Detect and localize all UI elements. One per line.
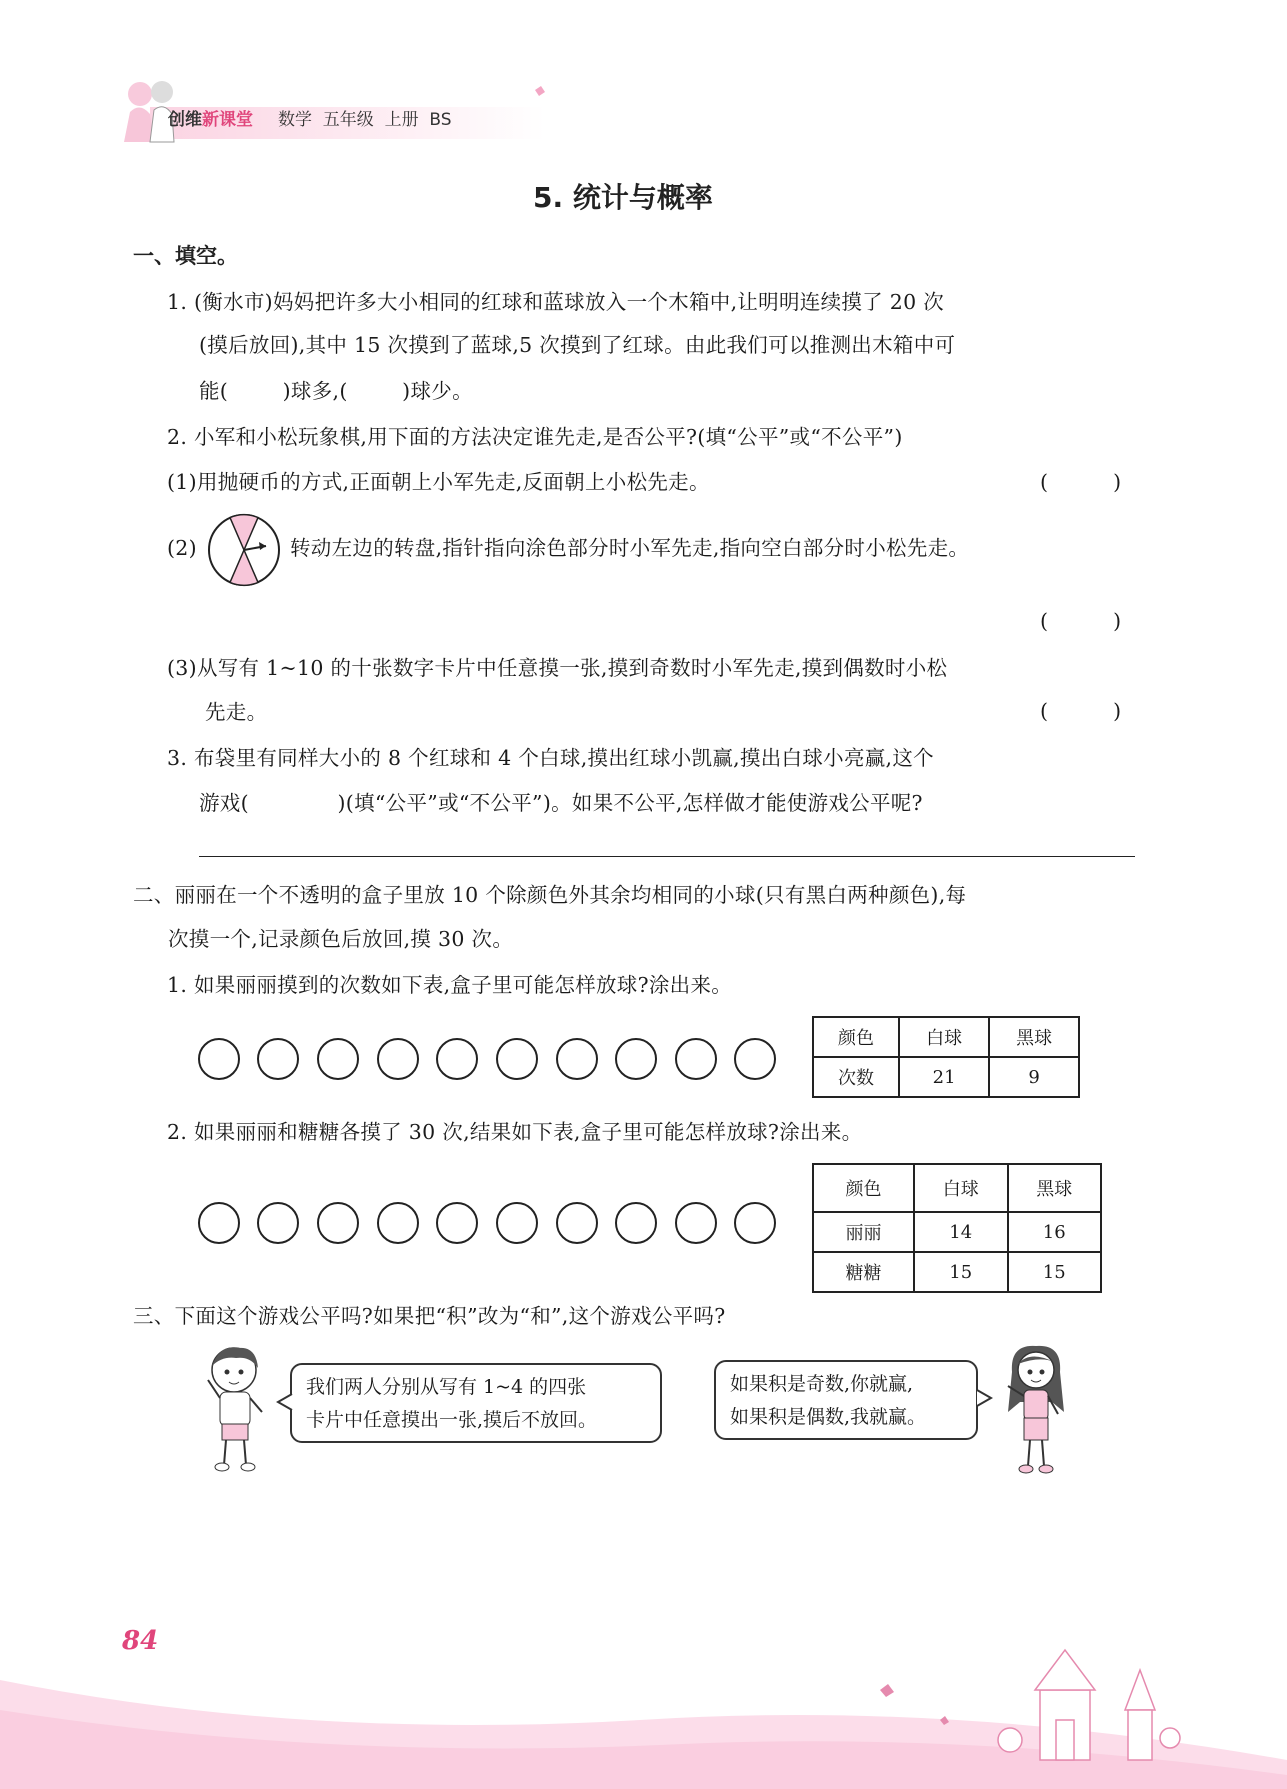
q3-line2: 游戏( )(填“公平”或“不公平”)。如果不公平,怎样做才能使游戏公平呢? (199, 791, 923, 815)
ball-circle[interactable] (496, 1202, 538, 1244)
footer-wave (0, 1610, 1287, 1789)
brand-part1: 创维 (168, 110, 202, 130)
ball-circle[interactable] (436, 1038, 478, 1080)
section2-line2: 次摸一个,记录颜色后放回,摸 30 次。 (168, 927, 514, 951)
ball-circle[interactable] (317, 1202, 359, 1244)
ball-circle[interactable] (615, 1038, 657, 1080)
table-row (813, 1057, 1079, 1097)
page-number: 84 (122, 1626, 159, 1656)
table-cell: 颜色 (813, 1164, 914, 1212)
ball-circle[interactable] (436, 1202, 478, 1244)
ball-circle[interactable] (675, 1038, 717, 1080)
table-cell: 15 (914, 1252, 1007, 1292)
bubble-right-line2: 如果积是偶数,我就赢。 (730, 1406, 927, 1428)
q1-line1: 1. (衡水市)妈妈把许多大小相同的红球和蓝球放入一个木箱中,让明明连续摸了 20 次 (167, 290, 945, 314)
table-row (813, 1017, 1079, 1057)
table-cell: 白球 (914, 1164, 1007, 1212)
table-cell: 颜色 (813, 1017, 899, 1057)
book-info: 数学 五年级 上册 BS (278, 110, 452, 130)
q2-intro: 2. 小军和小松玩象棋,用下面的方法决定谁先走,是否公平?(填“公平”或“不公平”) (167, 425, 903, 449)
table-2 (812, 1163, 1102, 1293)
bubble-left-line1: 我们两人分别从写有 1~4 的四张 (306, 1376, 587, 1398)
bubble-right-line1: 如果积是奇数,你就赢, (730, 1373, 914, 1395)
bubble-right-tail (975, 1388, 993, 1408)
ball-circle[interactable] (615, 1202, 657, 1244)
table-cell: 次数 (813, 1057, 899, 1097)
section1-heading: 一、填空。 (133, 244, 238, 268)
q2-sub3-line2: 先走。 (205, 700, 268, 724)
brand-logo (168, 105, 253, 130)
header (110, 72, 550, 152)
table-cell: 丽丽 (813, 1212, 914, 1252)
q3-line1: 3. 布袋里有同样大小的 8 个红球和 4 个白球,摸出红球小凯赢,摸出白球小亮赢,这个 (167, 746, 934, 770)
q1-line2: (摸后放回),其中 15 次摸到了蓝球,5 次摸到了红球。由此我们可以推测出木箱中可 (199, 333, 956, 357)
ball-circle[interactable] (198, 1038, 240, 1080)
answer-paren-1[interactable]: ( ) (1040, 470, 1122, 494)
ball-circle[interactable] (317, 1038, 359, 1080)
q2-sub3-line1: (3)从写有 1~10 的十张数字卡片中任意摸一张,摸到奇数时小军先走,摸到偶数时小松 (167, 656, 948, 680)
spinner-icon (206, 512, 282, 588)
ball-circle[interactable] (377, 1038, 419, 1080)
ball-circle[interactable] (675, 1202, 717, 1244)
page-title: 5. 统计与概率 (533, 181, 713, 214)
table-row (813, 1212, 1101, 1252)
ball-circle[interactable] (556, 1202, 598, 1244)
boy-illustration (200, 1340, 275, 1475)
ball-circle[interactable] (257, 1038, 299, 1080)
ball-circle[interactable] (377, 1202, 419, 1244)
table-cell: 黑球 (1008, 1164, 1102, 1212)
ball-circle[interactable] (556, 1038, 598, 1080)
q2-sub1: (1)用抛硬币的方式,正面朝上小军先走,反面朝上小松先走。 (167, 470, 710, 494)
ball-circle[interactable] (198, 1202, 240, 1244)
table-row (813, 1164, 1101, 1212)
speech-bubble-left (290, 1363, 662, 1443)
table-cell: 黑球 (989, 1017, 1079, 1057)
ball-circle[interactable] (257, 1202, 299, 1244)
table-cell: 糖糖 (813, 1252, 914, 1292)
answer-line[interactable] (199, 856, 1135, 857)
table-cell: 15 (1008, 1252, 1102, 1292)
q2-sub2-label: (2) (167, 536, 197, 560)
table-cell: 21 (899, 1057, 989, 1097)
section2-line1: 二、丽丽在一个不透明的盒子里放 10 个除颜色外其余均相同的小球(只有黑白两种颜色),每 (133, 883, 967, 907)
brand-part2: 新课堂 (202, 110, 253, 130)
ball-circle[interactable] (496, 1038, 538, 1080)
section2-q1: 1. 如果丽丽摸到的次数如下表,盒子里可能怎样放球?涂出来。 (167, 973, 733, 997)
table-row (813, 1252, 1101, 1292)
girl-illustration (1000, 1342, 1072, 1477)
q2-sub2-text: 转动左边的转盘,指针指向涂色部分时小军先走,指向空白部分时小松先走。 (290, 536, 970, 560)
table-cell: 14 (914, 1212, 1007, 1252)
answer-paren-2[interactable]: ( ) (1040, 609, 1122, 633)
table-cell: 9 (989, 1057, 1079, 1097)
bubble-left-line2: 卡片中任意摸出一张,摸后不放回。 (306, 1409, 598, 1431)
section3-heading: 三、下面这个游戏公平吗?如果把“积”改为“和”,这个游戏公平吗? (133, 1304, 726, 1328)
ball-circle[interactable] (734, 1202, 776, 1244)
answer-paren-3[interactable]: ( ) (1040, 699, 1122, 723)
table-1 (812, 1016, 1080, 1098)
table-cell: 16 (1008, 1212, 1102, 1252)
table-cell: 白球 (899, 1017, 989, 1057)
ball-circle[interactable] (734, 1038, 776, 1080)
section2-q2: 2. 如果丽丽和糖糖各摸了 30 次,结果如下表,盒子里可能怎样放球?涂出来。 (167, 1120, 863, 1144)
q1-line3: 能( )球多,( )球少。 (199, 379, 473, 403)
bubble-left-tail (276, 1392, 294, 1412)
speech-bubble-right (714, 1360, 978, 1440)
